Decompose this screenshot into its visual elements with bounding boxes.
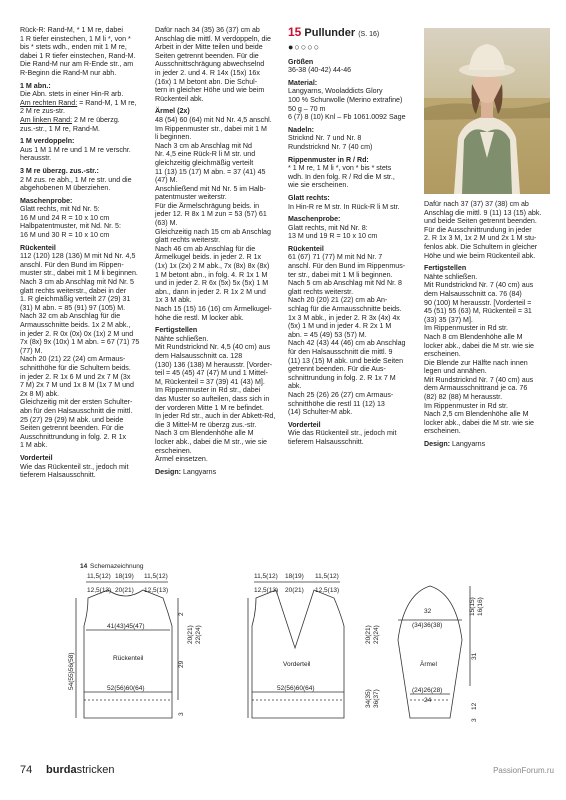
text-line: patentmuster weiterstr. [155,193,227,202]
text-line: legen und annähen. [424,367,487,376]
rechts-line [20,99,148,108]
glatt-section [288,194,416,211]
column-3 [288,26,416,451]
text-line: wie sie erscheinen. [288,181,349,190]
text-line: 1x 3 M abk. [155,296,192,305]
text-line: ter str., dabei mit 1 M li beginnen. [288,270,393,279]
text-line: abgehobenen M überziehen. [20,184,111,193]
vorderteil-heading: Vorderteil [288,420,321,429]
back-top-right-2: 12,5(13) [144,587,169,594]
text-line: in jeder 2. R 0x (0x) 0x (1x) 2 M und [20,329,134,338]
front-neck: 34(35) [365,689,372,708]
text-line: und in jeder 2. R 6x (5x) 5x (5x) 1 M [155,279,269,288]
text-line: Ärmelkugel beids. in jeder 2. R 1x [155,253,262,262]
text-line: die 3 Mittel-M re überzg zus.-str. [155,420,257,429]
verdoppeln-heading: 1 M verdoppeln: [20,137,75,146]
text-line: dabei 1 R tiefer einstechen, Rand-M. [20,51,136,60]
difficulty-dots: ●○○○○ [288,42,321,52]
text-line: Gleichzeitig nach 15 cm ab Anschlag [155,227,271,236]
text-line: schlag für die Armausschnitte beids. [288,305,402,314]
text-line: abn., dann in jeder 2. R 1x 2 M und [155,287,266,296]
sleeve-piece [398,586,470,718]
text-line: Nach 3 cm Blendenhöhe alle M [155,429,254,438]
vorderteil-section [20,454,148,480]
text-line: * 1 M re, 1 M li *, von * bis * stets [288,164,392,173]
model-photo [424,28,550,194]
text-line: abn für den Halsausschnitt die mittl. [20,406,133,415]
sleeve-labels [412,597,484,722]
page-footer [0,762,566,782]
abnahme-heading: 1 M abn.: [20,81,51,90]
text-line: Rückenteil abk. [155,94,204,103]
text-line: locker abk., dabei die M str. wie sie [424,341,535,350]
fertigstellen-heading: Fertigstellen [155,326,198,335]
text-line: Nach 20 (20) 21 (22) cm ab An- [288,296,388,305]
front-neck-2: 36(37) [373,689,380,708]
text-line: Rundstricknd Nr. 7 (40 cm) [288,142,373,151]
text-line: 16 M und 30 R = 10 x 10 cm [20,231,110,240]
text-line: in jeder 2. R 1x 6 M und 2x 7 M (3x [20,372,131,381]
text-line: Ärmel einsetzen. [155,455,208,464]
schematic-drawing [0,552,566,757]
schematic-svg [0,552,566,757]
rechts-text: = Rand-M, 1 M re, [77,98,137,107]
design-credit [424,440,552,449]
text-line: Ausschnittschrägung abwechselnd [155,60,265,69]
material-heading: Material: [288,78,318,87]
watermark: PassionForum.ru [493,766,554,775]
back-shoulder: 2 [178,612,185,616]
text-line: (14) Schulter-M abk. [288,408,353,417]
text-line: Für die Ärmelschrägung beids. in [155,201,260,210]
back-height: 54(55)56(58) [68,652,75,690]
back-chest: 41(43)45(47) [107,623,145,630]
back-rib: 3 [178,712,185,716]
design-value: Langyarns [450,440,486,449]
glatt-heading: Glatt rechts: [288,193,330,202]
text-line: wdh. In den folg. R / Rd die M str., [288,172,395,181]
text-line: 112 (120) 128 (136) M mit Nd Nr. 4,5 [20,252,136,261]
front-labels [254,573,380,708]
sleeve-cuff-2: 24 [424,697,432,704]
text-line: 2x 8 M) abk. [20,389,60,398]
aermel-section [155,107,283,322]
text-line: dem Halsausschnitt ca. 76 (84) [424,289,522,298]
text-line: und beide Seiten getrennt beenden. [424,217,537,226]
vorderteil-continued [155,26,283,103]
text-line: glatt rechts weiterstr. [288,287,354,296]
text-line: fenlos abk. Die Schultern in gleicher [424,242,538,251]
text-line: 2. R 1x 3 M, 1x 2 M und 2x 1 M stu- [424,234,537,243]
front-top-right-2: 12,5(13) [315,587,340,594]
text-line: erscheinen. [424,350,461,359]
text-line: 6 (7) 8 (10) Knl – Fb 1061.0092 Sage [288,113,406,122]
text-line: herausstr. [20,154,52,163]
text-line: Die Blende zur Hälfte nach innen [424,358,528,367]
text-line: bis * stets wdh., enden mit 1 M re, [20,43,127,52]
text-line: tern in gleicher Höhe und wie beim [155,86,265,95]
text-line: (5x) 1 M und in jeder 4. R 2x 1 M [288,322,392,331]
text-line: Nähte schließen. [424,272,478,281]
fertigstellen-section [155,326,283,464]
text-line: Rück-R: Rand-M, * 1 M re, dabei [20,26,123,34]
rueckenteil-heading: Rückenteil [20,243,56,252]
text-line: 16 M und 24 R = 10 x 10 cm [20,213,110,222]
text-line: teil = 45 (45) 47 (47) M und 1 Mittel- [155,369,268,378]
text-line: getrennt beenden. Für die Aus- [288,365,386,374]
groessen-text: 36-38 (40-42) 44-46 [288,66,352,75]
text-line: Nähte schließen. [155,334,209,343]
rippenmuster-section [288,156,416,190]
text-line: Stricknd Nr. 7 und Nr. 8 [288,134,362,143]
text-line: 50 g – 70 m [288,104,326,113]
text-line: Dafür nach 34 (35) 36 (37) cm ab [155,26,260,34]
back-top-right: 11,5(12) [144,573,168,580]
page-reference: (S. 16) [358,31,380,38]
column-2 [155,26,283,480]
back-piece [76,582,178,718]
maschenprobe-heading: Maschenprobe: [288,215,341,224]
design-value: Langyarns [181,467,217,476]
front-top-left: 11,5(12) [254,573,278,580]
pattern-number: 15 [288,25,302,39]
text-line: Für die Ausschnittrundung in jeder [424,225,532,234]
back-side: 29 [178,660,185,668]
front-top-mid-2: 20(21) [285,587,304,594]
front-top-left-2: 12,5(13) [254,587,279,594]
text-line: 7x (8x) 9x (10x) 1 M abn. = 67 (71) 75 [20,338,140,347]
aermel-heading: Ärmel (2x) [155,107,190,116]
text-line: Seiten getrennt beenden. Für die [155,51,259,60]
back-outline [84,590,172,718]
text-line: Nach 20 (21) 22 (24) cm Armaus- [20,355,126,364]
text-line: Mit Rundstricknd Nr. 4,5 (40 cm) aus [155,343,271,352]
drei-m-section [20,167,148,193]
text-line: Wie das Rückenteil str., jedoch mit [20,462,129,471]
vorderteil-continued [424,200,552,260]
text-line: erscheinen. [424,427,461,436]
sleeve-cap: 15(15) [469,597,476,616]
material-section [288,79,416,122]
text-line: Anschlag die mittl. 9 (11) 13 (15) abk. [424,208,542,217]
schema-number: 14 [80,563,88,570]
text-line: 61 (67) 71 (77) M mit Nd Nr. 7 [288,253,383,262]
design-label: Design: [424,440,451,449]
front-hem: 52(56)60(64) [277,685,315,692]
front-outline [252,590,344,718]
text-line: Nr. 4,5 eine Rück-R li M str. und [155,150,256,159]
groessen-section [288,58,416,75]
text-line: 1. R gleichmäßig verteilt 27 (29) 31 [20,295,131,304]
links-text: 2 M re überzg. [72,115,120,124]
text-line: (47) M. [155,176,178,185]
page-number: 74 [20,764,33,776]
text-line: Anschlag die mittl. M verdoppeln, die [155,34,271,43]
abnahme-section [20,82,148,134]
text-line: Nach 3 cm ab Anschlag mit Nd [155,141,252,150]
design-credit [155,468,283,477]
vorderteil-section [288,421,416,447]
abnahme-text: Die Abn. stets in einer Hin-R arb. [20,90,124,99]
text-line: muster str., dabei mit 1 M li beginnen. [20,269,138,278]
text-line: schnittrundung in folg. 2. R 1x 7 M [288,373,396,382]
text-line: 1 R tiefer einstechen, 1 M li *, von * [20,34,131,43]
text-line: Gleichzeitig mit der ersten Schulter- [20,398,133,407]
rueckenteil-heading: Rückenteil [288,244,324,253]
sleeve-lower: 12 [471,702,478,710]
text-line: erscheinen. [155,446,192,455]
text-line: Nach 15 (15) 16 (16) cm Ärmelkugel- [155,305,272,313]
groessen-heading: Größen [288,57,314,66]
back-arm-2: 22(24) [195,625,202,644]
text-line: jeder 12. R 8x 1 M zun = 53 (57) 61 [155,210,267,219]
back-top-left: 11,5(12) [87,573,111,580]
text-line: Nach 25 (26) 26 (27) cm Armaus- [288,390,394,399]
rueckenteil-section [20,244,148,450]
pattern-name: Pullunder [304,27,356,39]
rechts-text-2: 2 M re zus-str. [20,107,65,116]
text-line: locker abk., dabei die M str. wie sie [424,418,535,427]
sleeve-top-2: (34)36(38) [412,622,443,629]
text-line: Mit Rundstricknd Nr. 7 (40 cm) aus [424,375,534,384]
maschenprobe-heading: Maschenprobe: [20,196,73,205]
fertigstellen-section [424,264,552,436]
text-line: Mit Rundstricknd Nr. 7 (40 cm) aus [424,281,534,290]
text-line: 1 M abk. [20,441,48,450]
pattern-title [288,26,416,41]
rechts-label: Am rechten Rand: [20,98,78,107]
sleeve-label: Ärmel [420,661,437,668]
links-label: Am linken Rand: [20,115,73,124]
text-line: Anschließend mit Nd Nr. 5 im Halb- [155,184,266,193]
nadeln-section [288,126,416,152]
text-line: Nach 5 cm ab Anschlag mit Nd Nr. 8 [288,279,402,288]
text-line: schnitthöhe für die Schultern beids. [20,363,131,372]
text-line: abn. = 45 (49) 53 (57) M. [288,330,367,339]
column-1 [20,26,148,484]
verdoppeln-section [20,137,148,163]
front-arm-2: 22(24) [373,625,380,644]
text-line: schnitthöhe die restl 11 (12) 13 [288,399,385,408]
text-line: 7 M) 2x 7 M und 1x 8 M (1x 7 M und [20,381,134,390]
design-label: Design: [155,467,182,476]
text-line: abk. [288,382,302,391]
drei-m-heading: 3 M re überzg. zus.-str.: [20,166,99,175]
text-line: der vorderen Mitte 1 M re befindet. [155,403,264,412]
front-top-mid: 18(19) [285,573,304,580]
text-line: In jeder Rd str., auch in der Abkett-Rd, [155,412,276,421]
text-line: glatt rechts weiterstr., dabei in der [20,286,127,295]
brand-logo [46,764,114,776]
back-label: Rückenteil [113,655,144,662]
text-line: höhe die restl. M locker abk. [155,313,244,322]
text-line: Dafür nach 37 (37) 37 (38) cm ab [424,200,529,208]
text-line: Nach 8 cm Blendenhöhe alle M [424,332,523,341]
text-line: Nach 46 cm ab Anschlag für die [155,244,256,253]
front-piece [248,582,344,718]
text-line: locker abk., dabei die M str., wie sie [155,437,267,446]
text-line: 100 % Schurwolle (Merino extrafine) [288,95,403,104]
text-line: (16x) 1 M betont abn. Die Schul- [155,77,258,86]
text-line: Nach 2,5 cm Blendenhöhe alle M [424,410,529,419]
back-top-left-2: 12,5(13) [87,587,112,594]
text-line: Wie das Rückenteil str., jedoch mit [288,429,397,438]
text-line: 45 (51) 55 (63) M, Rückenteil = 31 [424,307,532,316]
text-line: anschl. Für den Bund im Rippen- [20,260,124,269]
sleeve-rib: 3 [471,718,478,722]
text-line: das Muster so aufteilen, dass sich in [155,394,270,403]
text-line: (33) 35 (37) M]. [424,315,473,324]
text-line: tieferem Halsausschnitt. [20,471,96,480]
text-line: gleichzeitig gleichmäßig verteilt [155,158,254,167]
maschenprobe-section [288,215,416,241]
text-line: Nach 42 (43) 44 (46) cm ab Anschlag [288,339,406,348]
text-line: Im Rippenmuster in Rd str. [424,401,508,410]
vorderteil-heading: Vorderteil [20,453,53,462]
text-line: Armausschnitte beids. 1x 2 M abk., [20,321,131,329]
column-4 [424,200,552,453]
front-label: Vorderteil [283,661,311,668]
back-hem: 52(56)60(64) [107,685,145,692]
back-top-mid-2: 20(21) [115,587,134,594]
model-photo-illustration [424,28,550,194]
front-top-right: 11,5(12) [315,573,339,580]
text-line: glatt rechts weiterstr. [155,236,221,245]
text-line: (31) M abn. = 85 (91) 97 (105) M. [20,303,126,312]
text-line: (130) 136 (138) M herausstr. [Vorder- [155,360,273,369]
text-line: in jeder 2. und 4. R 14x (15x) 16x [155,68,260,77]
text-line: 25 (27) 29 (29) M abk. und beide [20,415,124,424]
text-line: Im Rippenmuster in Rd str. [424,324,508,333]
rueck-r-pattern [20,26,148,78]
text-line: 1x 3 M abk., in jeder 2. R 3x (4x) 4x [288,313,400,322]
text-line: Nach 32 cm ab Anschlag für die [20,312,121,321]
text-line: (77) M. [20,346,43,355]
text-line: Glatt rechts, mit Nd Nr. 5: [20,205,100,214]
text-line: Glatt rechts, mit Nd Nr. 8: [288,223,368,232]
sleeve-cuff: (24)26(28) [412,687,443,694]
text-line: R-Beginn die Rand-M nur abh. [20,68,117,77]
text-line: Im Rippenmuster in Rd str., dabei [155,386,261,395]
nadeln-heading: Nadeln: [288,125,315,134]
text-line: Nach 3 cm ab Anschlag mit Nd Nr. 5 [20,278,134,287]
links-line [20,116,148,125]
text-line: li beginnen. [155,133,192,142]
fertigstellen-heading: Fertigstellen [424,264,467,273]
schema-title: Schemazeichnung [90,563,144,570]
text-line: Im Rippenmuster str., dabei mit 1 M [155,124,267,133]
text-line: anschl. Für den Bund im Rippenmus- [288,262,406,271]
text-line: Aus 1 M 1 M re und 1 M re verschr. [20,145,131,154]
text-line: Die Rand-M nur am R-Ende str., am [20,60,134,69]
maschenprobe-section [20,197,148,240]
text-line: Höhe und wie beim Rückenteil abk. [424,251,536,260]
sleeve-length: 31 [471,652,478,660]
back-arm: 20(21) [187,625,194,644]
rippenmuster-heading: Rippenmuster in R / Rd: [288,155,369,164]
text-line: (1x) 1x (2x) 2 M abk., 7x (8x) 8x (8x) [155,262,270,271]
text-line: Seiten getrennt beenden. Für die [20,424,124,433]
text-line: 13 M und 19 R = 10 x 10 cm [288,232,378,241]
text-line: für den Halsausschnitt die mittl. 9 [288,348,393,356]
text-line: 2 M zus. re abh., 1 M re str. und die [20,175,132,184]
back-top-mid: 18(19) [115,573,134,580]
text-line: 11 (13) 15 (17) M abn. = 37 (41) 45 [155,167,266,176]
front-arm: 20(21) [365,625,372,644]
links-text-2: zus.-str., 1 M re, Rand-M. [20,124,101,133]
rueckenteil-section [288,245,416,417]
text-line: (11) 13 (15) M abk. und beide Seiten [288,356,404,365]
text-line: Arbeit in der Mitte teilen und beide [155,43,263,52]
sleeve-cap-2: 16(16) [477,597,484,616]
text-line: 48 (54) 60 (64) mit Nd Nr. 4,5 anschl. [155,115,272,124]
text-line: M, Rückenteil = 37 (39) 41 (43) M]. [155,377,265,386]
text-line: (82) 82 (88) M herausstr. [424,393,503,402]
brand-rest: stricken [76,764,115,776]
text-line: tieferem Halsausschnitt. [288,437,364,446]
glatt-text: In Hin-R re M str. In Rück-R li M str. [288,202,400,211]
text-line: (63) M. [155,219,178,228]
sleeve-top: 32 [424,608,432,615]
text-line: dem Halsausschnitt ca. 128 [155,351,243,360]
text-line: dem Armausschnittrand je ca. 76 [424,384,528,393]
text-line: Halbpatentmuster, mit Nd. Nr. 5: [20,222,121,231]
text-line: Langyarns, Wooladdicts Glory [288,87,383,96]
text-line: 90 (100) M herausstr. [Vorderteil = [424,298,532,307]
text-line: Ausschnittrundung in folg. 2. R 1x [20,432,127,441]
text-line: 1 M betont abn., in folg. 4. R 1x 1 M [155,270,268,279]
brand-bold: burda [46,764,77,776]
